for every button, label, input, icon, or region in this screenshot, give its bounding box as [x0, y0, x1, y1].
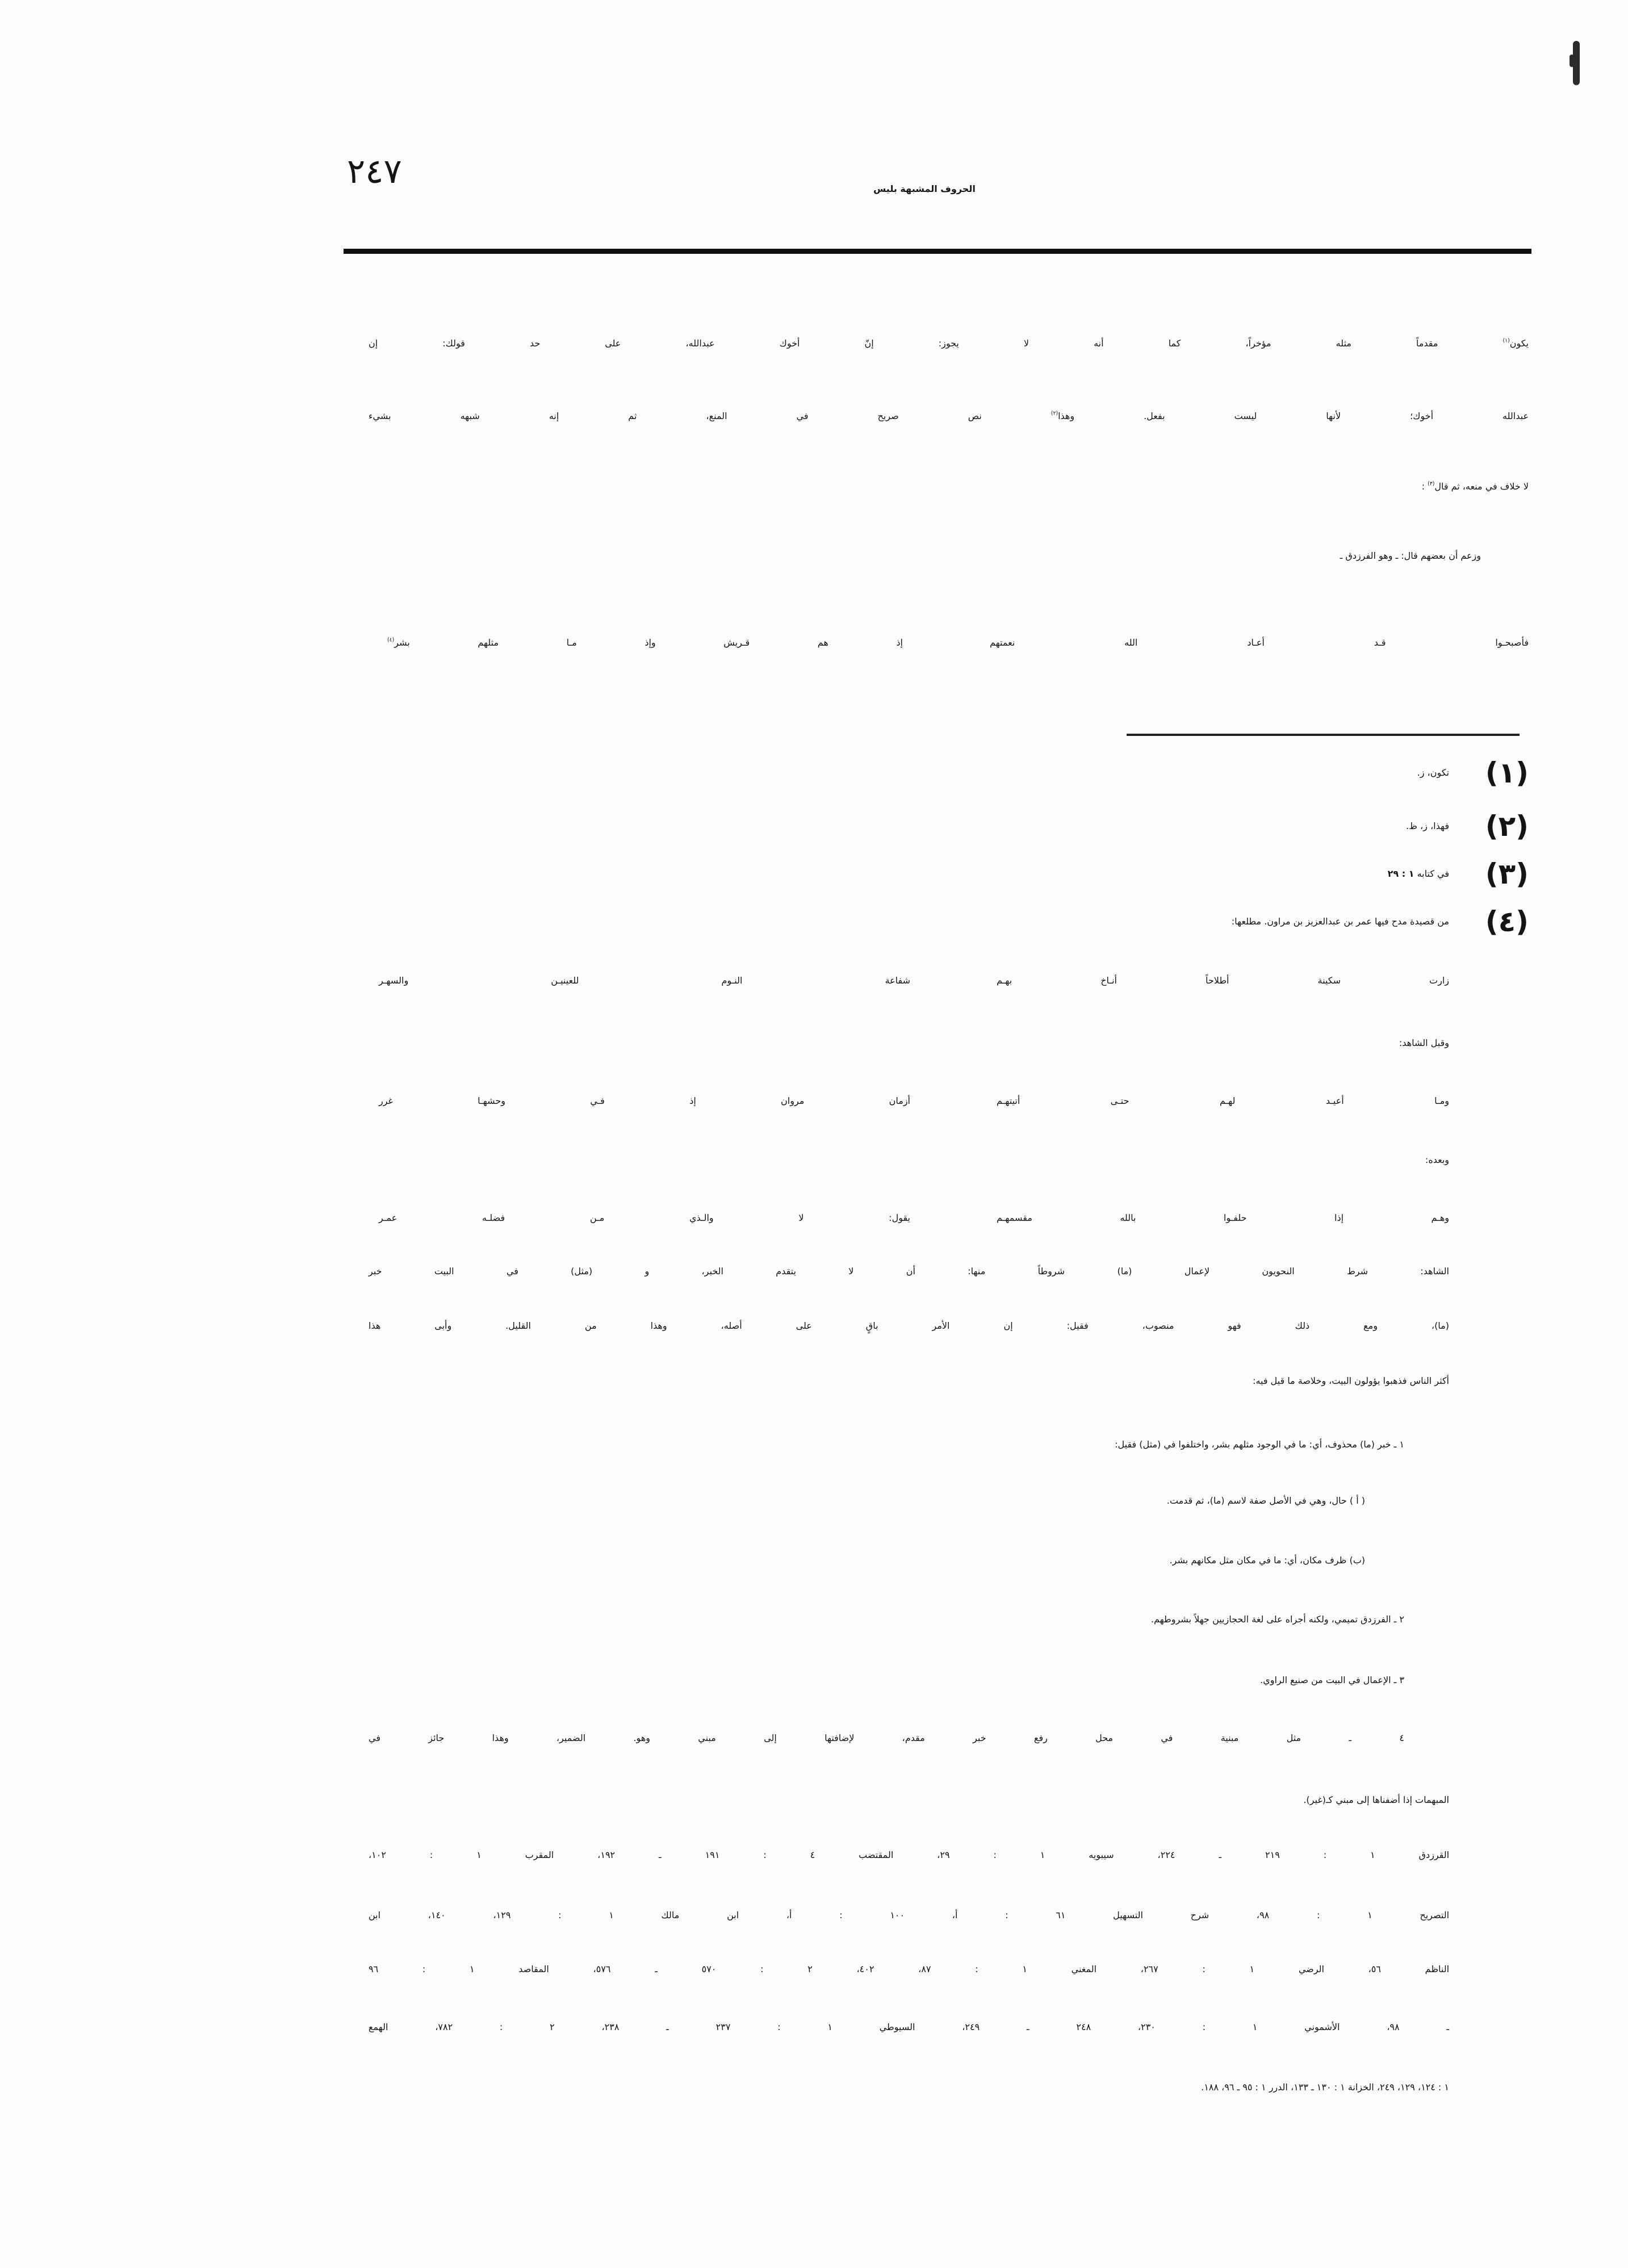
main-line-1-text-a: يكون	[1509, 338, 1529, 349]
opening-verse-first-hemistich: زارت سكينة أطلاحاً أنـاخ بهـم	[997, 975, 1449, 986]
footnote-text-3-reference: ١ : ٢٩	[1387, 868, 1414, 879]
footnote-ref-3: (٣)	[1428, 480, 1435, 487]
page-number: ٢٤٧	[347, 152, 402, 191]
footnote-marker-1: (١)	[1485, 756, 1529, 789]
point-item-continuation: المبهمات إذا أضفناها إلى مبني كـ(غير).	[1303, 1794, 1449, 1805]
footnote-text-4-intro: من قصيدة مدح فيها عمر بن عبدالعزيز بن مراون. مطلعها:	[1231, 916, 1449, 927]
opening-verse-second-hemistich: شفاعة النـوم للعينيـن والسهـر	[379, 975, 910, 986]
footnote-ref-2: (٢)	[1051, 410, 1058, 417]
footnote-ref-4: (٤)	[387, 637, 395, 643]
sources-line: ١ : ١٢٤، ١٢٩، ٢٤٩، الخزانة ١ : ١٣٠ ـ ١٣٣، الدرر ١ : ٩٥ ـ ٩٦، ١٨٨.	[1201, 2082, 1449, 2093]
point-item: ٢ ـ الفرزدق تميمي، ولكنه أجراه على لغة الحجازيين جهلاً بشروطهم.	[1150, 1614, 1404, 1625]
before-verse-second-hemistich: أزمان مروان إذ فـي وحشهـا غرر	[379, 1095, 910, 1106]
sources-line: الناظم ٥٦، الرضي ١ : ٢٦٧، المغني ١ : ٨٧، ٤٠٢، ٢ : ٥٧٠ ـ ٥٧٦، المقاصد ١ : ٩٦	[369, 1964, 1450, 1974]
point-item: ٤ ـ مثل مبنية في محل رفع خبر مقدم، لإضافتها إلى مبني وهو. الضمير، وهذا جائز في	[369, 1733, 1404, 1743]
footnote-marker-4: (٤)	[1485, 905, 1529, 938]
after-verse-first-hemistich: وهـم إذا حلفـوا بالله مقسمهـم	[997, 1212, 1449, 1223]
footnote-ref-1: (١)	[1503, 337, 1510, 344]
after-witness-label: وبعده:	[1425, 1154, 1449, 1165]
point-item: ٣ ـ الإعمال في البيت من صنيع الراوي.	[1260, 1675, 1404, 1685]
sources-line: ـ ٩٨، الأشموني ١ : ٢٣٠، ٢٤٨ ـ ٢٤٩، السيوطي ١ : ٢٣٧ ـ ٢٣٨، ٢ : ٧٨٢، الهمع	[369, 2022, 1450, 2032]
sources-line: التصريح ١ : ٩٨، شرح التسهيل ٦١ : أ، ١٠٠ : أ، ابن مالك ١ : ١٢٩، ١٤٠، ابن	[369, 1910, 1450, 1920]
main-line-2-text-b: نص صريح في المنع، ثم إنه شبهه بشيء	[369, 411, 1051, 421]
before-verse-first-hemistich: ومـا أعيـد لهـم حتـى أتيتهـم	[997, 1095, 1449, 1106]
main-line-3-text-a: لا خلاف في منعه، ثم قال	[1434, 481, 1529, 492]
discussion-line: (ما)، ومع ذلك فهو منصوب، فقيل: إن الأمر باقٍ على أصله، وهذا من القليل. وأبى هذا	[369, 1320, 1449, 1331]
point-item: ١ ـ خبر (ما) محذوف، أي: ما في الوجود مثلهم بشر، واختلفوا في (مثل) فقيل:	[1115, 1439, 1404, 1450]
main-line-1	[369, 312, 1529, 375]
point-subitem: ( أ ) حال، وهي في الأصل صفة لاسم (ما)، ثم قدمت.	[1166, 1495, 1365, 1506]
sources-line: القرزدق ١ : ٢١٩ ـ ٢٢٤، سيبويه ١ : ٢٩، المقتضب ٤ : ١٩١ ـ ١٩٢، المقرب ١ : ١٠٢،	[369, 1849, 1450, 1860]
footnote-marker-2: (٢)	[1485, 810, 1529, 843]
running-title: الحروف المشبهة بليس	[873, 183, 976, 194]
scan-speck	[1570, 55, 1574, 67]
point-subitem: (ب) ظرف مكان، أي: ما في مكان مثل مكانهم بشر.	[1169, 1555, 1365, 1566]
before-witness-label: وقبل الشاهد:	[1399, 1037, 1449, 1048]
main-line-1-text-b: مقدماً مثله مؤخراً، كما أنه لا يجوز: إنّ أخوك عبدالله، على حد قولك: إن	[369, 338, 1503, 349]
footnote-marker-3: (٣)	[1485, 857, 1529, 890]
main-line-2	[369, 385, 1529, 447]
verse-second-hemistich-text: إذ هم قـريش وإذ مـا مثلهم بشر	[394, 637, 903, 648]
main-line-4: وزعم أن بعضهم قال: ـ وهو الفرزدق ـ	[1340, 550, 1481, 561]
footnote-text-2: فهذا، ز، ظ.	[1406, 821, 1449, 831]
footnote-text-1: تكون، ز.	[1417, 767, 1449, 778]
main-line-3	[369, 455, 1529, 518]
discussion-line: الشاهد: شرط النحويون لإعمال (ما) شروطاً منها: أن لا يتقدم الخبر، و (مثل) في البيت خبر	[369, 1266, 1449, 1277]
verse-first-hemistich: فأصبحـوا قـد أعـاد الله نعمتهم	[990, 637, 1529, 648]
after-verse-second-hemistich: يقول: لا والـذي مـن فضلـه عمـر	[379, 1212, 910, 1223]
verse-second-hemistich	[387, 612, 903, 674]
footnote-text-3	[369, 847, 1449, 901]
footnote-text-3-label: في كتابه	[1417, 868, 1449, 879]
main-line-2-text-a: عبدالله أخوك؛ لأنها ليست بفعل. وهذا	[1058, 411, 1529, 421]
main-line-3-text-b: :	[1421, 481, 1428, 492]
header-rule	[344, 249, 1531, 254]
discussion-line: أكثر الناس فذهبوا يؤولون البيت، وخلاصة ما قيل فيه:	[1253, 1375, 1449, 1386]
footnote-separator	[1127, 734, 1520, 736]
